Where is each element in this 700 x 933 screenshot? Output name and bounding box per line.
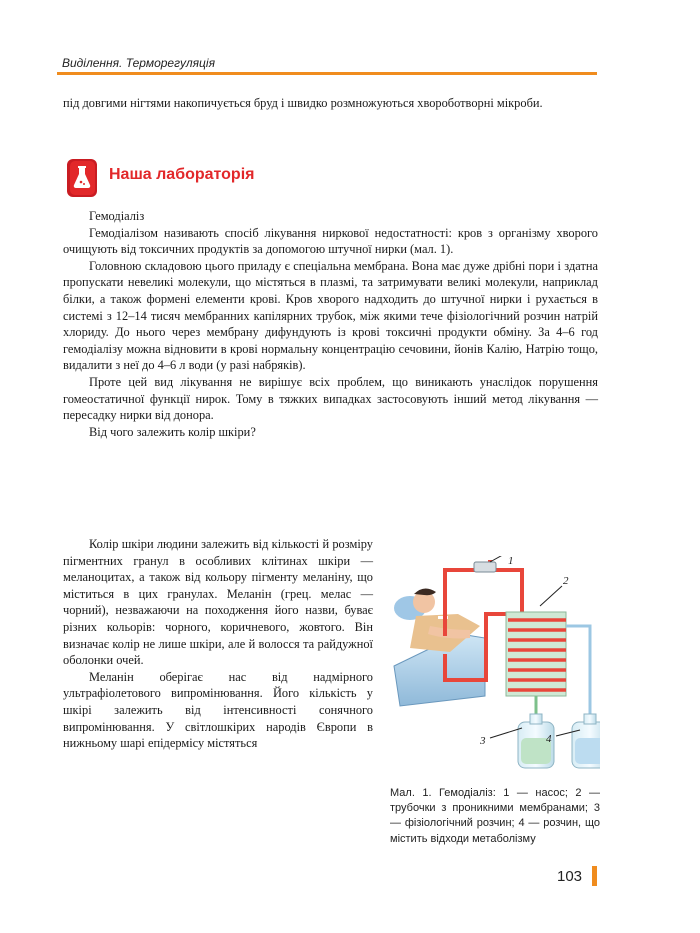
intro-paragraph xyxy=(63,95,598,112)
dialyzer-part-2 xyxy=(506,575,569,696)
lab-subtitle: Гемодіаліз xyxy=(89,209,145,223)
label-1: 1 xyxy=(508,556,514,567)
paragraph-5: Меланін оберігає нас від надмірного ультрафіолетового випромінювання. Його кількість у шкірі залежить від інтенсивності сонячного випромінювання. У світлошкірих народів Європи в нижньому шарі епідермісу містяться xyxy=(63,669,373,751)
hemodialysis-figure xyxy=(390,556,600,776)
left-column xyxy=(63,536,373,752)
paragraph-3: Проте цей вид лікування не вирішує всіх проблем, що виникають унаслідок порушення гомеостатичної функції нирок. Тому в тяжких випадках застосовують інший метод лікування — пересадку нирки від донора. xyxy=(63,374,598,423)
paragraph-1: Гемодіалізом називають спосіб лікування ниркової недостатності: кров з організму хворого очищують від токсичних продуктів за допомогою штучної нирки (мал. 1). xyxy=(63,225,598,257)
paragraph-2: Головною складовою цього приладу є спеціальна мембрана. Вона має дуже дрібні пори і здатна пропускати невеликі молекули, що містяться в плазмі, та затримувати великі молекули, наприклад білки, а також формені елементи крові. Кров хворого надходить до штучної нирки і рухається в системі з 12–14 тисяч мембранних капілярних трубок, між якими тече фізіологічний розчин натрій хлориду. До нього через мембрану дифундують із крові токсичні продукти обміну. За 4–6 год гемодіалізу можна відновити в крові нормальну концентрацію сечовини, йонів Калію, Натрію тощо, видалити з неї до 4–6 л води (у разі набряків). xyxy=(63,258,598,373)
label-3: 3 xyxy=(480,735,486,747)
paragraph-4: Колір шкіри людини залежить від кількості й розміру пігментних гранул в особливих клітинах шкіри — меланоцитах, а також від кольору пігменту меланіну, що міститься в цих гранулах. Меланін (грец. мелас — чорний), незважаючи на походження його назви, буває різних кольорів: чорного, коричневого, жовтого. Він визначає колір не лише шкіри, але й волосся та райдужної оболонки очей. xyxy=(63,537,373,668)
bottle-part-3 xyxy=(479,714,554,768)
patient-illustration xyxy=(394,588,485,706)
page-number: 103 xyxy=(557,868,583,885)
header-rule xyxy=(57,72,597,75)
figure-caption: Мал. 1. Гемодіаліз: 1 — насос; 2 — трубочки з проникними мембранами; 3 — фізіологічний розчин; 4 — розчин, що містить відходи метаболізму xyxy=(390,787,600,845)
label-2: 2 xyxy=(563,575,569,587)
lab-flask-icon xyxy=(65,157,99,199)
lab-text xyxy=(63,208,598,440)
section-title: Наша лабораторія xyxy=(109,166,255,183)
label-4: 4 xyxy=(546,733,552,745)
running-header: Виділення. Терморегуляція xyxy=(62,56,215,70)
question-heading: Від чого залежить колір шкіри? xyxy=(89,424,256,439)
intro-text: під довгими нігтями накопичується бруд і швидко розмножуються хвороботворні мікроби. xyxy=(63,96,543,110)
page-number-bar xyxy=(592,866,597,886)
